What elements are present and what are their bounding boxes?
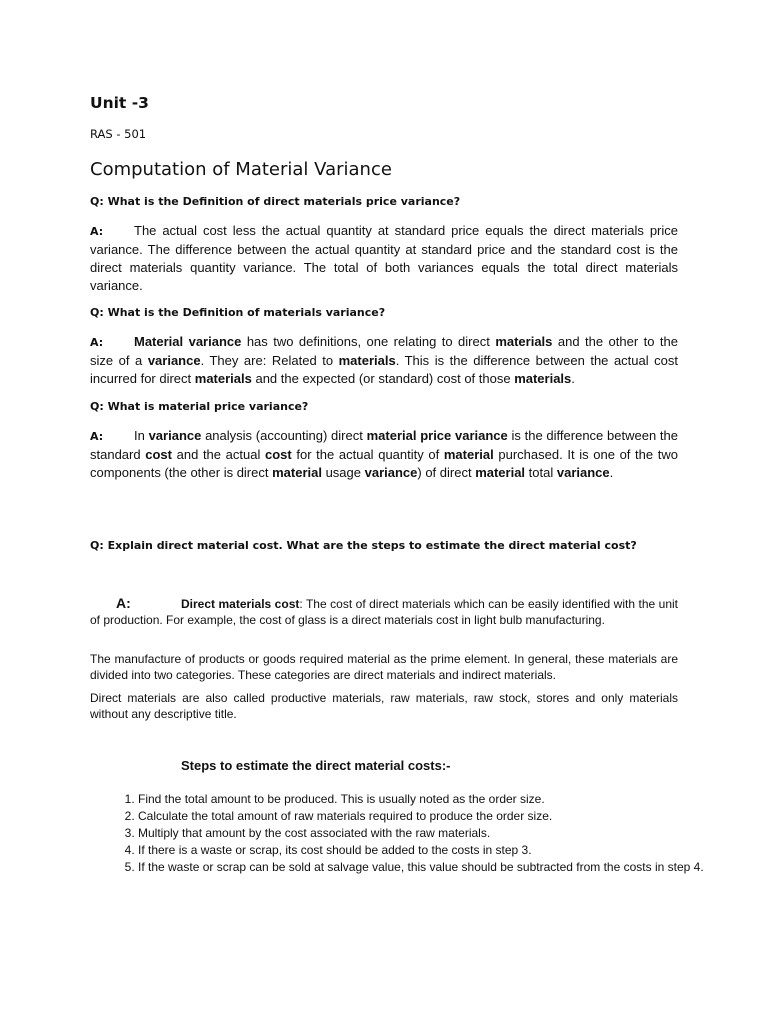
list-item: 4. If there is a waste or scrap, its cost should be added to the costs in step 3. — [138, 842, 726, 859]
answer-1 — [90, 222, 678, 295]
list-item: 1. Find the total amount to be produced. This is usually noted as the order size. — [138, 791, 726, 808]
answer-text-bold: material — [475, 465, 526, 480]
answer-text-bold: variance — [556, 465, 610, 480]
answer-4-paragraph-2: The manufacture of products or goods required material as the prime element. In general, these materials are divided into two categories. These categories are direct materials and indirect materials. — [90, 652, 678, 682]
answer-text-bold: variance — [148, 428, 202, 443]
answer-4-paragraph-3: Direct materials are also called productive materials, raw materials, raw stock, stores and only materials without any descriptive title. — [90, 691, 678, 721]
page-title: Computation of Material Variance — [90, 159, 392, 180]
answer-text: ) of direct — [417, 465, 476, 480]
answer-text-bold: variance — [147, 353, 201, 368]
answer-text: . This is the difference between the actual cost incurred for direct — [90, 353, 679, 386]
steps-list — [90, 791, 726, 876]
answer-text-bold: variance — [364, 465, 418, 480]
answer-text-bold: materials — [514, 371, 572, 386]
answer-label: A: — [90, 430, 104, 443]
answer-text: : The cost of direct materials which can be easily identified with the unit of production. For example, the cost of glass is a direct materials cost in light bulb manufacturing. — [90, 597, 679, 627]
answer-text-bold: materials — [495, 334, 553, 349]
list-item: 5. If the waste or scrap can be sold at salvage value, this value should be subtracted from the costs in step 4. — [138, 859, 726, 876]
answer-text: and the other to the size of a — [90, 334, 678, 368]
list-item: 3. Multiply that amount by the cost associated with the raw materials. — [138, 825, 726, 842]
answer-2 — [90, 333, 678, 388]
answer-text: In — [134, 428, 149, 443]
answer-text-bold: material — [272, 465, 322, 480]
answer-text-bold: material — [443, 447, 494, 462]
question-2: Q: What is the Definition of materials variance? — [90, 306, 386, 319]
answer-text-bold: Material variance — [134, 334, 242, 349]
answer-text: purchased. It is one of the two components (the other is direct — [90, 447, 678, 480]
answer-text: and the expected (or standard) cost of those — [251, 371, 515, 386]
answer-1-text: The actual cost less the actual quantity at standard price equals the direct materials price variance. The difference between the actual quantity at standard price and the standard cost is the direct materials quantity variance. The total of both variances equals the total direct materials variance. — [90, 223, 678, 293]
answer-text: has two definitions, one relating to direct — [241, 334, 496, 349]
answer-label: A: — [90, 336, 104, 349]
answer-text-bold: materials — [338, 353, 396, 368]
question-1: Q: What is the Definition of direct materials price variance? — [90, 195, 461, 208]
answer-text: analysis (accounting) direct — [201, 428, 367, 443]
answer-text: . — [609, 465, 614, 480]
answer-text: is the difference between the standard — [90, 428, 678, 462]
answer-text-bold: material price variance — [366, 428, 508, 443]
answer-label: A: — [90, 225, 104, 238]
answer-4 — [90, 595, 678, 628]
answer-text: . They are: Related to — [200, 353, 339, 368]
answer-3 — [90, 427, 678, 482]
list-item: 2. Calculate the total amount of raw materials required to produce the order size. — [138, 808, 726, 825]
answer-text-bold: cost — [145, 447, 172, 462]
answer-text-bold: materials — [194, 371, 252, 386]
unit-heading: Unit -3 — [90, 94, 149, 112]
answer-text: total — [525, 465, 557, 480]
steps-heading: Steps to estimate the direct material costs:- — [181, 758, 451, 773]
answer-text-bold: cost — [264, 447, 292, 462]
question-4: Q: Explain direct material cost. What are the steps to estimate the direct material cost? — [90, 539, 637, 552]
answer-text: for the actual quantity of — [291, 447, 444, 462]
answer-text: and the actual — [171, 447, 265, 462]
answer-text: usage — [321, 465, 365, 480]
course-code: RAS - 501 — [90, 127, 147, 141]
answer-label-large: A: — [116, 595, 131, 611]
answer-text: . — [571, 371, 575, 386]
question-3: Q: What is material price variance? — [90, 400, 309, 413]
answer-text-bold: Direct materials cost — [181, 597, 300, 611]
